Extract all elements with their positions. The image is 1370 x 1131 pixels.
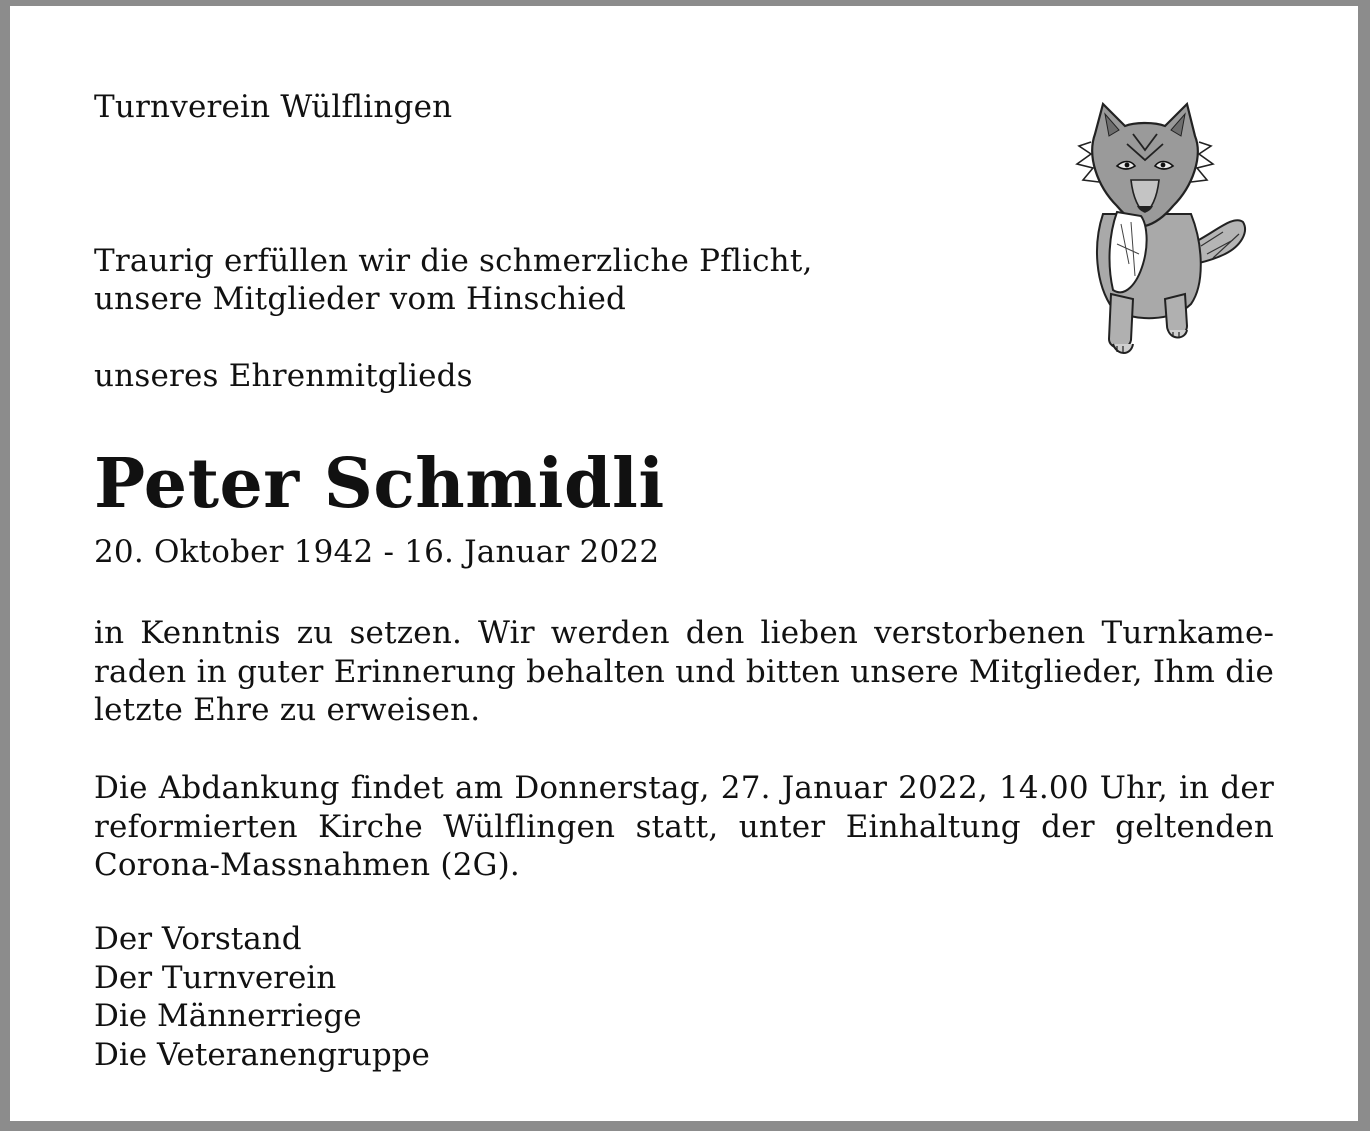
role-line: unseres Ehrenmitglieds: [94, 358, 473, 394]
signature-line: Der Vorstand: [94, 921, 302, 957]
signature-line: Der Turnverein: [94, 959, 337, 996]
deceased-name: Peter Schmidli: [94, 444, 665, 524]
wolf-emblem-icon: [1073, 94, 1248, 359]
intro-line-1: Traurig erfüllen wir die schmerzliche Pflicht,: [94, 243, 813, 279]
funeral-paragraph: Die Abdankung findet am Donnerstag, 27. Januar 2022, 14.00 Uhr, in der reformierten Kirche Wülflingen statt, unter Einhaltung der geltenden Corona-Massnahmen (2G).: [94, 770, 1274, 883]
intro-line-2: unsere Mitglieder vom Hinschied: [94, 281, 627, 317]
organization-name: Turnverein Wülflingen: [94, 89, 453, 125]
notice-paragraph: in Kenntnis zu setzen. Wir werden den lieben verstorbenen Turnkameraden in guter Erinnerung behalten und bitten unsere Mitglieder, Ihm die letzte Ehre zu erweisen.: [94, 615, 1274, 728]
signatures: [94, 920, 430, 1074]
obituary-notice: [10, 6, 1358, 1121]
signature-line: Die Veteranengruppe: [94, 1036, 430, 1073]
signature-line: Die Männerriege: [94, 998, 362, 1034]
life-dates: 20. Oktober 1942 - 16. Januar 2022: [94, 534, 660, 570]
